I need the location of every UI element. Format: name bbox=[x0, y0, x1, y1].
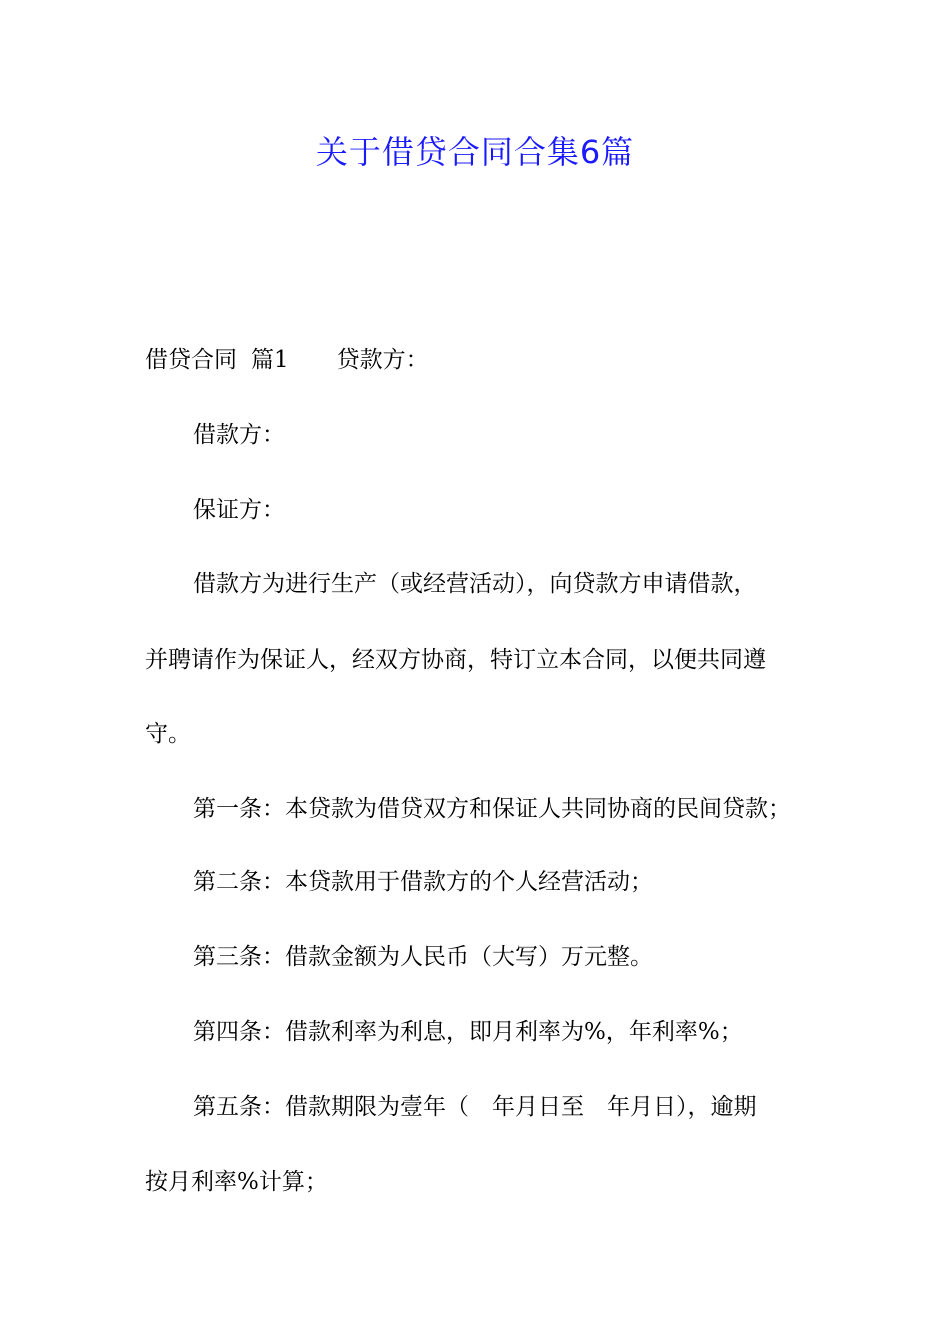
section-number: 篇1 bbox=[251, 347, 289, 373]
lender-label: 贷款方： bbox=[336, 347, 429, 373]
borrower-label: 借款方： bbox=[193, 422, 285, 448]
article-5-line-1: 第五条：借款期限为壹年（ 年月日至 年月日），逾期 bbox=[193, 1094, 757, 1120]
section-heading-line bbox=[145, 342, 825, 378]
article-2: 第二条：本贷款用于借款方的个人经营活动； bbox=[193, 869, 653, 895]
intro-paragraph-line-1: 借款方为进行生产（或经营活动），向贷款方申请借款， bbox=[193, 571, 757, 597]
document-title: 关于借贷合同合集6篇 bbox=[315, 133, 635, 171]
article-4: 第四条：借款利率为利息，即月利率为%，年利率%； bbox=[193, 1019, 743, 1045]
intro-paragraph-line-3: 守。 bbox=[145, 721, 191, 747]
article-3: 第三条：借款金额为人民币（大写）万元整。 bbox=[193, 944, 653, 970]
article-1: 第一条：本贷款为借贷双方和保证人共同协商的民间贷款； bbox=[193, 796, 791, 822]
intro-paragraph-line-2: 并聘请作为保证人，经双方协商，特订立本合同，以便共同遵 bbox=[145, 647, 766, 673]
guarantor-label: 保证方： bbox=[193, 497, 285, 523]
article-5-line-2: 按月利率%计算； bbox=[145, 1169, 328, 1195]
section-heading: 借贷合同 bbox=[145, 347, 237, 373]
